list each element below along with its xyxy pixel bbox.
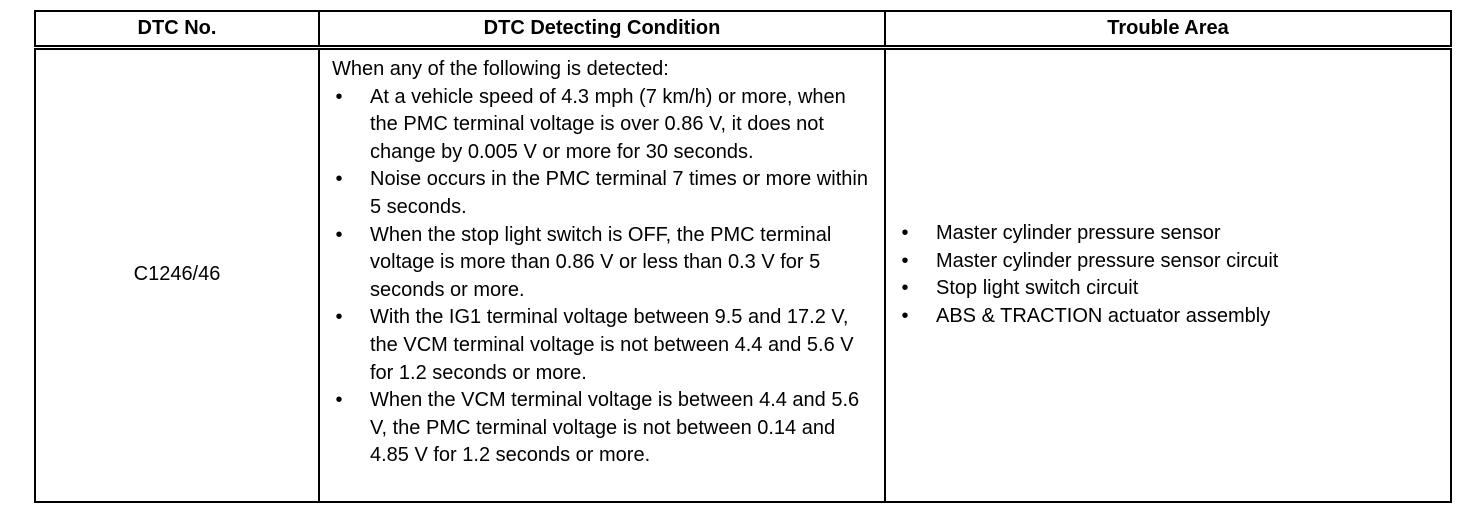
bullet-icon: • <box>335 223 343 246</box>
condition-item <box>332 222 870 305</box>
table-header-row <box>35 11 1451 48</box>
bullet-icon: • <box>335 306 343 329</box>
trouble-area-text: Stop light switch circuit <box>936 277 1139 300</box>
trouble-area-list <box>898 220 1442 330</box>
bullet-icon: • <box>901 277 909 300</box>
bullet-icon: • <box>901 304 909 327</box>
condition-text: With the IG1 terminal voltage between 9.5 and 17.2 V, the VCM terminal voltage is not between 4.4 and 5.6 V for 1.2 seconds or more. <box>370 306 854 384</box>
bullet-icon: • <box>335 85 343 108</box>
header-detecting-condition: DTC Detecting Condition <box>319 11 885 48</box>
trouble-area-item <box>898 303 1442 331</box>
table-row <box>35 48 1451 502</box>
header-dtc-no: DTC No. <box>35 11 319 48</box>
bullet-icon: • <box>335 168 343 191</box>
bullet-icon: • <box>335 389 343 412</box>
bullet-icon: • <box>901 222 909 245</box>
condition-text: When the VCM terminal voltage is between 4.4 and 5.6 V, the PMC terminal voltage is not between 0.14 and 4.85 V for 1.2 seconds or more. <box>370 389 860 467</box>
trouble-area-text: Master cylinder pressure sensor circuit <box>936 249 1279 272</box>
trouble-area-item <box>898 275 1442 303</box>
condition-text: Noise occurs in the PMC terminal 7 times or more within 5 seconds. <box>370 168 868 218</box>
condition-intro: When any of the following is detected: <box>332 58 669 80</box>
detecting-condition-cell <box>319 48 885 502</box>
bullet-icon: • <box>901 249 909 272</box>
header-trouble-area: Trouble Area <box>885 11 1451 48</box>
condition-text: At a vehicle speed of 4.3 mph (7 km/h) or more, when the PMC terminal voltage is over 0.86 V, it does not change by 0.005 V or more for 30 seconds. <box>370 85 846 163</box>
condition-item <box>332 166 870 221</box>
condition-item <box>332 304 876 387</box>
condition-item <box>332 387 876 470</box>
trouble-area-item <box>898 248 1442 276</box>
condition-item <box>332 84 870 167</box>
condition-text: When the stop light switch is OFF, the PMC terminal voltage is more than 0.86 V or less than 0.3 V for 5 seconds or more. <box>370 223 832 301</box>
trouble-area-cell <box>885 48 1451 502</box>
trouble-area-text: ABS & TRACTION actuator assembly <box>936 304 1271 327</box>
condition-list <box>332 84 876 470</box>
trouble-area-text: Master cylinder pressure sensor <box>936 222 1221 245</box>
dtc-code: C1246/46 <box>133 263 221 286</box>
dtc-table <box>34 10 1452 503</box>
trouble-area-item <box>898 220 1442 248</box>
dtc-code-cell <box>35 48 319 502</box>
